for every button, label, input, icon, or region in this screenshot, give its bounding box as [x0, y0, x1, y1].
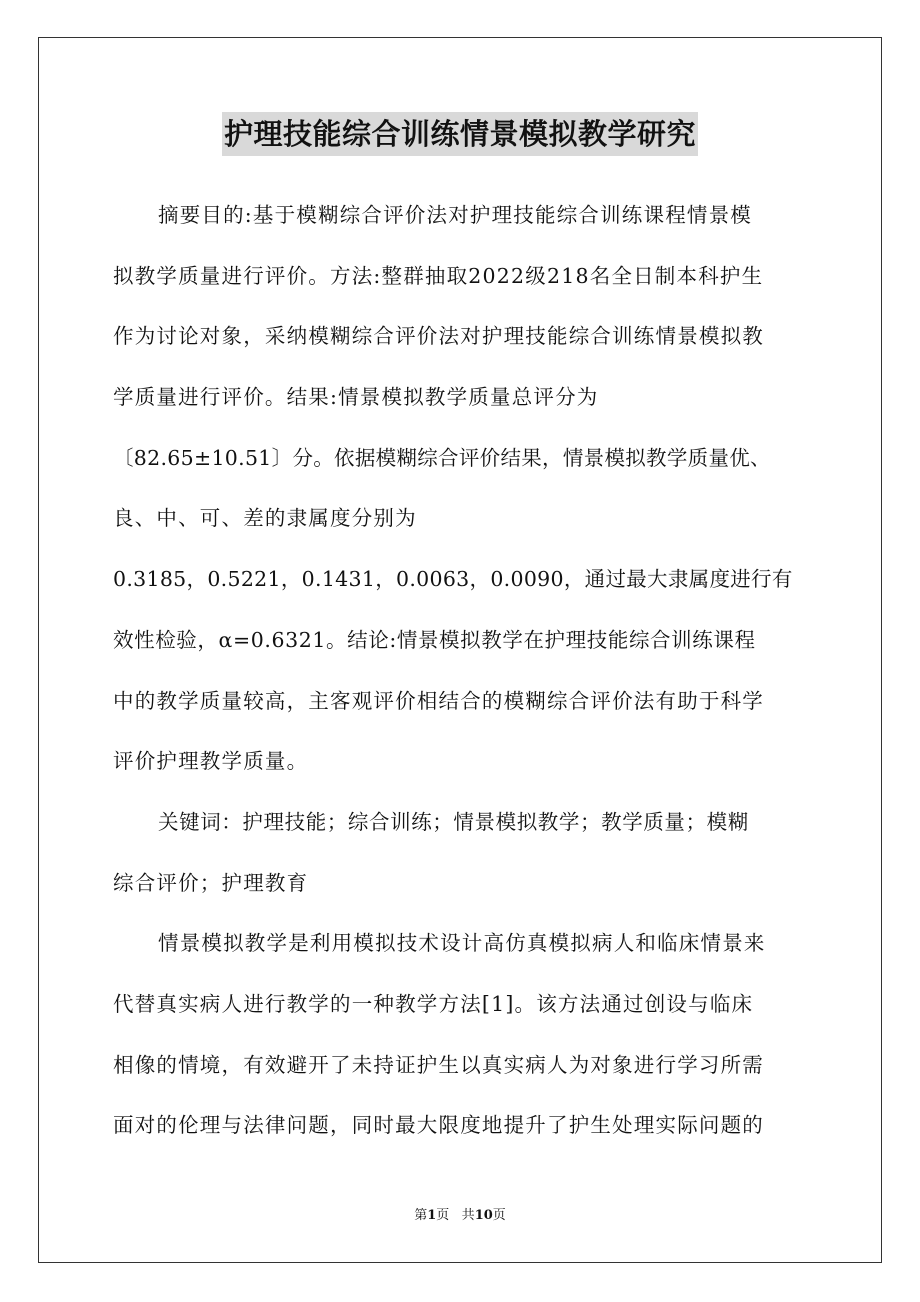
footer-page-word: 页 — [436, 1208, 450, 1223]
paragraph-line: 代替真实病人进行教学的一种教学方法[1]。该方法通过创设与临床 — [113, 991, 754, 1016]
abstract-line: 作为讨论对象，采纳模糊综合评价法对护理技能综合训练情景模拟教 — [113, 324, 764, 349]
document-body — [113, 193, 825, 1164]
abstract-line: 摘要目的:基于模糊综合评价法对护理技能综合训练课程情景模 — [158, 203, 753, 227]
abstract-line: 良、中、可、差的隶属度分别为 — [113, 506, 417, 531]
keywords-line: 综合评价；护理教育 — [113, 870, 309, 895]
paragraph-line: 情景模拟教学是利用模拟技术设计高仿真模拟病人和临床情景来 — [158, 931, 766, 956]
keywords-line: 关键词：护理技能；综合训练；情景模拟教学；教学质量；模糊 — [158, 809, 749, 834]
paragraph-line: 面对的伦理与法律问题，同时最大限度地提升了护生处理实际问题的 — [113, 1113, 764, 1138]
page-footer — [0, 1206, 920, 1226]
abstract-line: 拟教学质量进行评价。方法:整群抽取2022级218名全日制本科护生 — [113, 263, 764, 288]
total-pages-number: 10 — [474, 1208, 493, 1223]
abstract-line: 评价护理教学质量。 — [113, 749, 309, 774]
footer-total-prefix: 共 — [461, 1208, 475, 1223]
abstract-line: 〔82.65±10.51〕分。依据模糊综合评价结果，情景模拟教学质量优、 — [113, 445, 771, 470]
abstract-line: 学质量进行评价。结果:情景模拟教学质量总评分为 — [113, 385, 599, 410]
document-title: 护理技能综合训练情景模拟教学研究 — [222, 112, 698, 156]
abstract-line: 效性检验，α=0.6321。结论:情景模拟教学在护理技能综合训练课程 — [113, 627, 756, 652]
title-area — [0, 112, 920, 156]
paragraph-line: 相像的情境，有效避开了未持证护生以真实病人为对象进行学习所需 — [113, 1052, 764, 1077]
current-page-number: 1 — [427, 1208, 437, 1223]
footer-total-suffix: 页 — [492, 1208, 506, 1223]
footer-prefix: 第 — [414, 1208, 428, 1223]
abstract-line: 0.3185，0.5221，0.1431，0.0063，0.0090，通过最大隶属度进行有 — [113, 567, 793, 592]
abstract-line: 中的教学质量较高，主客观评价相结合的模糊综合评价法有助于科学 — [113, 688, 764, 713]
